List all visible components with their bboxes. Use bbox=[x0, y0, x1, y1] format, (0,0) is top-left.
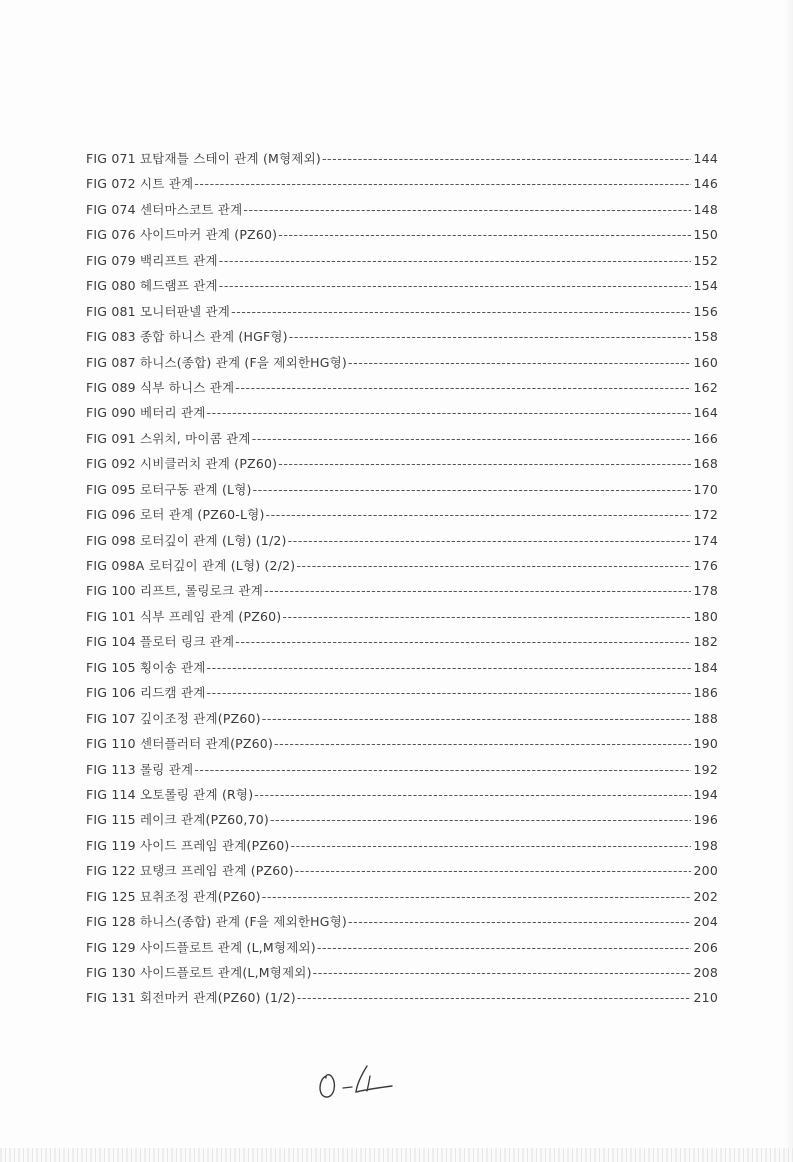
toc-row bbox=[86, 581, 718, 606]
toc-page-number: 192 bbox=[693, 761, 718, 777]
toc-leader-dashes bbox=[274, 736, 691, 751]
toc-leader-dashes bbox=[207, 405, 691, 420]
toc-row bbox=[86, 760, 718, 785]
toc-row bbox=[86, 836, 718, 861]
toc-row bbox=[86, 480, 718, 505]
toc-leader-dashes bbox=[235, 380, 691, 395]
page-edge-shadow bbox=[783, 0, 793, 1162]
toc-leader-dashes bbox=[252, 431, 691, 446]
toc-row bbox=[86, 632, 718, 657]
toc-leader-dashes bbox=[266, 507, 691, 522]
toc-entry-label: FIG 091 스위치, 마이콤 관계 bbox=[86, 430, 251, 446]
toc-entry-label: FIG 107 깊이조정 관계(PZ60) bbox=[86, 710, 261, 726]
toc-page-number: 198 bbox=[693, 837, 718, 853]
toc-entry-label: FIG 130 사이드플로트 관계(L,M형제외) bbox=[86, 965, 312, 980]
toc-entry-label: FIG 079 백리프트 관계 bbox=[86, 252, 218, 268]
toc-row bbox=[86, 607, 718, 632]
toc-row bbox=[86, 302, 718, 327]
toc-leader-dashes bbox=[297, 990, 691, 1005]
toc-leader-dashes bbox=[264, 583, 691, 598]
toc-entry-label: FIG 104 플로터 링크 관계 bbox=[86, 634, 235, 650]
toc-row bbox=[86, 709, 718, 734]
toc-page-number: 150 bbox=[693, 227, 718, 243]
toc-row bbox=[86, 785, 718, 810]
toc-row bbox=[86, 988, 718, 1013]
toc-page-number: 202 bbox=[693, 888, 718, 904]
toc-row bbox=[86, 505, 718, 530]
toc-row bbox=[86, 403, 718, 428]
toc-leader-dashes bbox=[278, 227, 691, 242]
toc-leader-dashes bbox=[282, 609, 691, 624]
toc-page-number: 206 bbox=[693, 939, 718, 955]
toc-entry-label: FIG 083 종합 하니스 관계 (HGF형) bbox=[86, 329, 288, 345]
toc-row bbox=[86, 734, 718, 759]
toc-page-number: 154 bbox=[693, 278, 718, 294]
toc-leader-dashes bbox=[295, 863, 691, 878]
toc-entry-label: FIG 096 로터 관계 (PZ60-L형) bbox=[86, 507, 265, 523]
toc-leader-dashes bbox=[288, 533, 691, 548]
toc-page-number: 166 bbox=[693, 430, 718, 446]
toc-leader-dashes bbox=[290, 838, 691, 853]
toc-leader-dashes bbox=[348, 355, 691, 370]
toc-row bbox=[86, 225, 718, 250]
toc-leader-dashes bbox=[322, 151, 691, 166]
toc-page-number: 162 bbox=[693, 379, 718, 395]
toc-page-number: 208 bbox=[693, 965, 718, 980]
toc-page-number: 158 bbox=[693, 329, 718, 345]
toc-row bbox=[86, 658, 718, 683]
toc-page-number: 152 bbox=[693, 252, 718, 268]
toc-entry-label: FIG 122 묘탱크 프레임 관계 (PZ60) bbox=[86, 863, 294, 879]
toc-entry-label: FIG 071 묘탑재틀 스테이 관계 (M형제외) bbox=[86, 151, 321, 166]
toc-page-number: 148 bbox=[693, 201, 718, 217]
toc-row bbox=[86, 556, 718, 581]
toc-row bbox=[86, 912, 718, 937]
toc-entry-label: FIG 098 로터깊이 관계 (L형) (1/2) bbox=[86, 532, 287, 548]
toc-leader-dashes bbox=[270, 812, 691, 827]
toc-row bbox=[86, 200, 718, 225]
toc-row bbox=[86, 887, 718, 912]
toc-row bbox=[86, 378, 718, 403]
toc-page-number: 164 bbox=[693, 405, 718, 421]
toc-entry-label: FIG 072 시트 관계 bbox=[86, 176, 194, 192]
toc-leader-dashes bbox=[296, 558, 691, 573]
toc-leader-dashes bbox=[278, 456, 691, 471]
toc-entry-label: FIG 113 롤링 관계 bbox=[86, 761, 194, 777]
toc-page-number: 144 bbox=[693, 151, 718, 166]
toc-page-number: 210 bbox=[693, 990, 718, 1006]
toc-page-number: 146 bbox=[693, 176, 718, 192]
toc-row bbox=[86, 963, 718, 988]
toc-leader-dashes bbox=[243, 202, 691, 217]
toc-row bbox=[86, 429, 718, 454]
toc-entry-label: FIG 076 사이드마커 관계 (PZ60) bbox=[86, 227, 278, 243]
toc-entry-label: FIG 087 하니스(종합) 관계 (F을 제외한HG형) bbox=[86, 354, 347, 370]
scan-noise-strip bbox=[0, 1148, 793, 1162]
toc-row bbox=[86, 938, 718, 963]
toc-leader-dashes bbox=[262, 889, 691, 904]
toc-entry-label: FIG 095 로터구동 관계 (L형) bbox=[86, 481, 252, 497]
toc-entry-label: FIG 100 리프트, 롤링로크 관계 bbox=[86, 583, 263, 599]
toc-page-number: 194 bbox=[693, 786, 718, 802]
toc-leader-dashes bbox=[219, 278, 691, 293]
toc-entry-label: FIG 106 리드캠 관계 bbox=[86, 685, 206, 701]
toc-entry-label: FIG 080 헤드램프 관계 bbox=[86, 278, 218, 294]
toc-page-number: 172 bbox=[693, 507, 718, 523]
toc-leader-dashes bbox=[253, 482, 691, 497]
toc-entry-label: FIG 119 사이드 프레임 관계(PZ60) bbox=[86, 837, 290, 853]
toc-entry-label: FIG 114 오토롤링 관계 (R형) bbox=[86, 786, 254, 802]
toc-entry-label: FIG 098A 로터깊이 관계 (L형) (2/2) bbox=[86, 558, 296, 573]
toc-page-number: 184 bbox=[693, 659, 718, 675]
toc-page-number: 200 bbox=[693, 863, 718, 879]
toc-page-number: 176 bbox=[693, 558, 718, 573]
toc-row bbox=[86, 454, 718, 479]
toc-row bbox=[86, 251, 718, 276]
toc-leader-dashes bbox=[235, 634, 691, 649]
toc-page-number: 156 bbox=[693, 303, 718, 319]
toc-entry-label: FIG 125 묘취조정 관계(PZ60) bbox=[86, 888, 261, 904]
toc-page-number: 188 bbox=[693, 710, 718, 726]
toc-entry-label: FIG 092 시비클러치 관계 (PZ60) bbox=[86, 456, 278, 472]
toc-row bbox=[86, 174, 718, 199]
toc-page-number: 160 bbox=[693, 354, 718, 370]
toc-row bbox=[86, 683, 718, 708]
toc-page-number: 180 bbox=[693, 608, 718, 624]
toc-entry-label: FIG 115 레이크 관계(PZ60,70) bbox=[86, 812, 269, 828]
toc-leader-dashes bbox=[219, 253, 691, 268]
toc-page-number: 168 bbox=[693, 456, 718, 472]
toc-row bbox=[86, 276, 718, 301]
toc-leader-dashes bbox=[231, 304, 691, 319]
toc-entry-label: FIG 101 식부 프레임 관계 (PZ60) bbox=[86, 608, 282, 624]
toc-leader-dashes bbox=[207, 660, 691, 675]
toc-entry-label: FIG 089 식부 하니스 관계 bbox=[86, 379, 235, 395]
toc-entry-label: FIG 129 사이드플로트 관계 (L,M형제외) bbox=[86, 939, 316, 955]
toc-page-number: 182 bbox=[693, 634, 718, 650]
toc-page-number: 190 bbox=[693, 736, 718, 752]
toc-page-number: 170 bbox=[693, 481, 718, 497]
toc-entry-label: FIG 105 횡이송 관계 bbox=[86, 659, 206, 675]
toc-entry-label: FIG 131 회전마커 관계(PZ60) (1/2) bbox=[86, 990, 296, 1006]
toc-leader-dashes bbox=[254, 787, 691, 802]
toc-page-number: 196 bbox=[693, 812, 718, 828]
toc-leader-dashes bbox=[194, 762, 691, 777]
toc-leader-dashes bbox=[313, 965, 691, 980]
toc-leader-dashes bbox=[317, 940, 691, 955]
toc-leader-dashes bbox=[289, 329, 691, 344]
toc-leader-dashes bbox=[194, 176, 691, 191]
toc-page-number: 186 bbox=[693, 685, 718, 701]
toc-row bbox=[86, 353, 718, 378]
toc-row bbox=[86, 861, 718, 886]
toc-entry-label: FIG 090 베터리 관계 bbox=[86, 405, 206, 421]
toc-row bbox=[86, 810, 718, 835]
table-of-contents bbox=[86, 149, 718, 1014]
toc-leader-dashes bbox=[262, 711, 691, 726]
toc-page-number: 178 bbox=[693, 583, 718, 599]
toc-page-number: 174 bbox=[693, 532, 718, 548]
toc-entry-label: FIG 110 센터플러터 관계(PZ60) bbox=[86, 736, 274, 752]
toc-entry-label: FIG 128 하니스(종합) 관계 (F을 제외한HG형) bbox=[86, 914, 347, 930]
toc-row bbox=[86, 327, 718, 352]
toc-row bbox=[86, 149, 718, 174]
toc-leader-dashes bbox=[207, 685, 691, 700]
toc-entry-label: FIG 074 센터마스코트 관계 bbox=[86, 201, 243, 217]
toc-leader-dashes bbox=[348, 914, 691, 929]
toc-page-number: 204 bbox=[693, 914, 718, 930]
handwritten-signature-icon bbox=[312, 1062, 412, 1102]
toc-row bbox=[86, 531, 718, 556]
toc-entry-label: FIG 081 모니터판넬 관계 bbox=[86, 303, 231, 319]
